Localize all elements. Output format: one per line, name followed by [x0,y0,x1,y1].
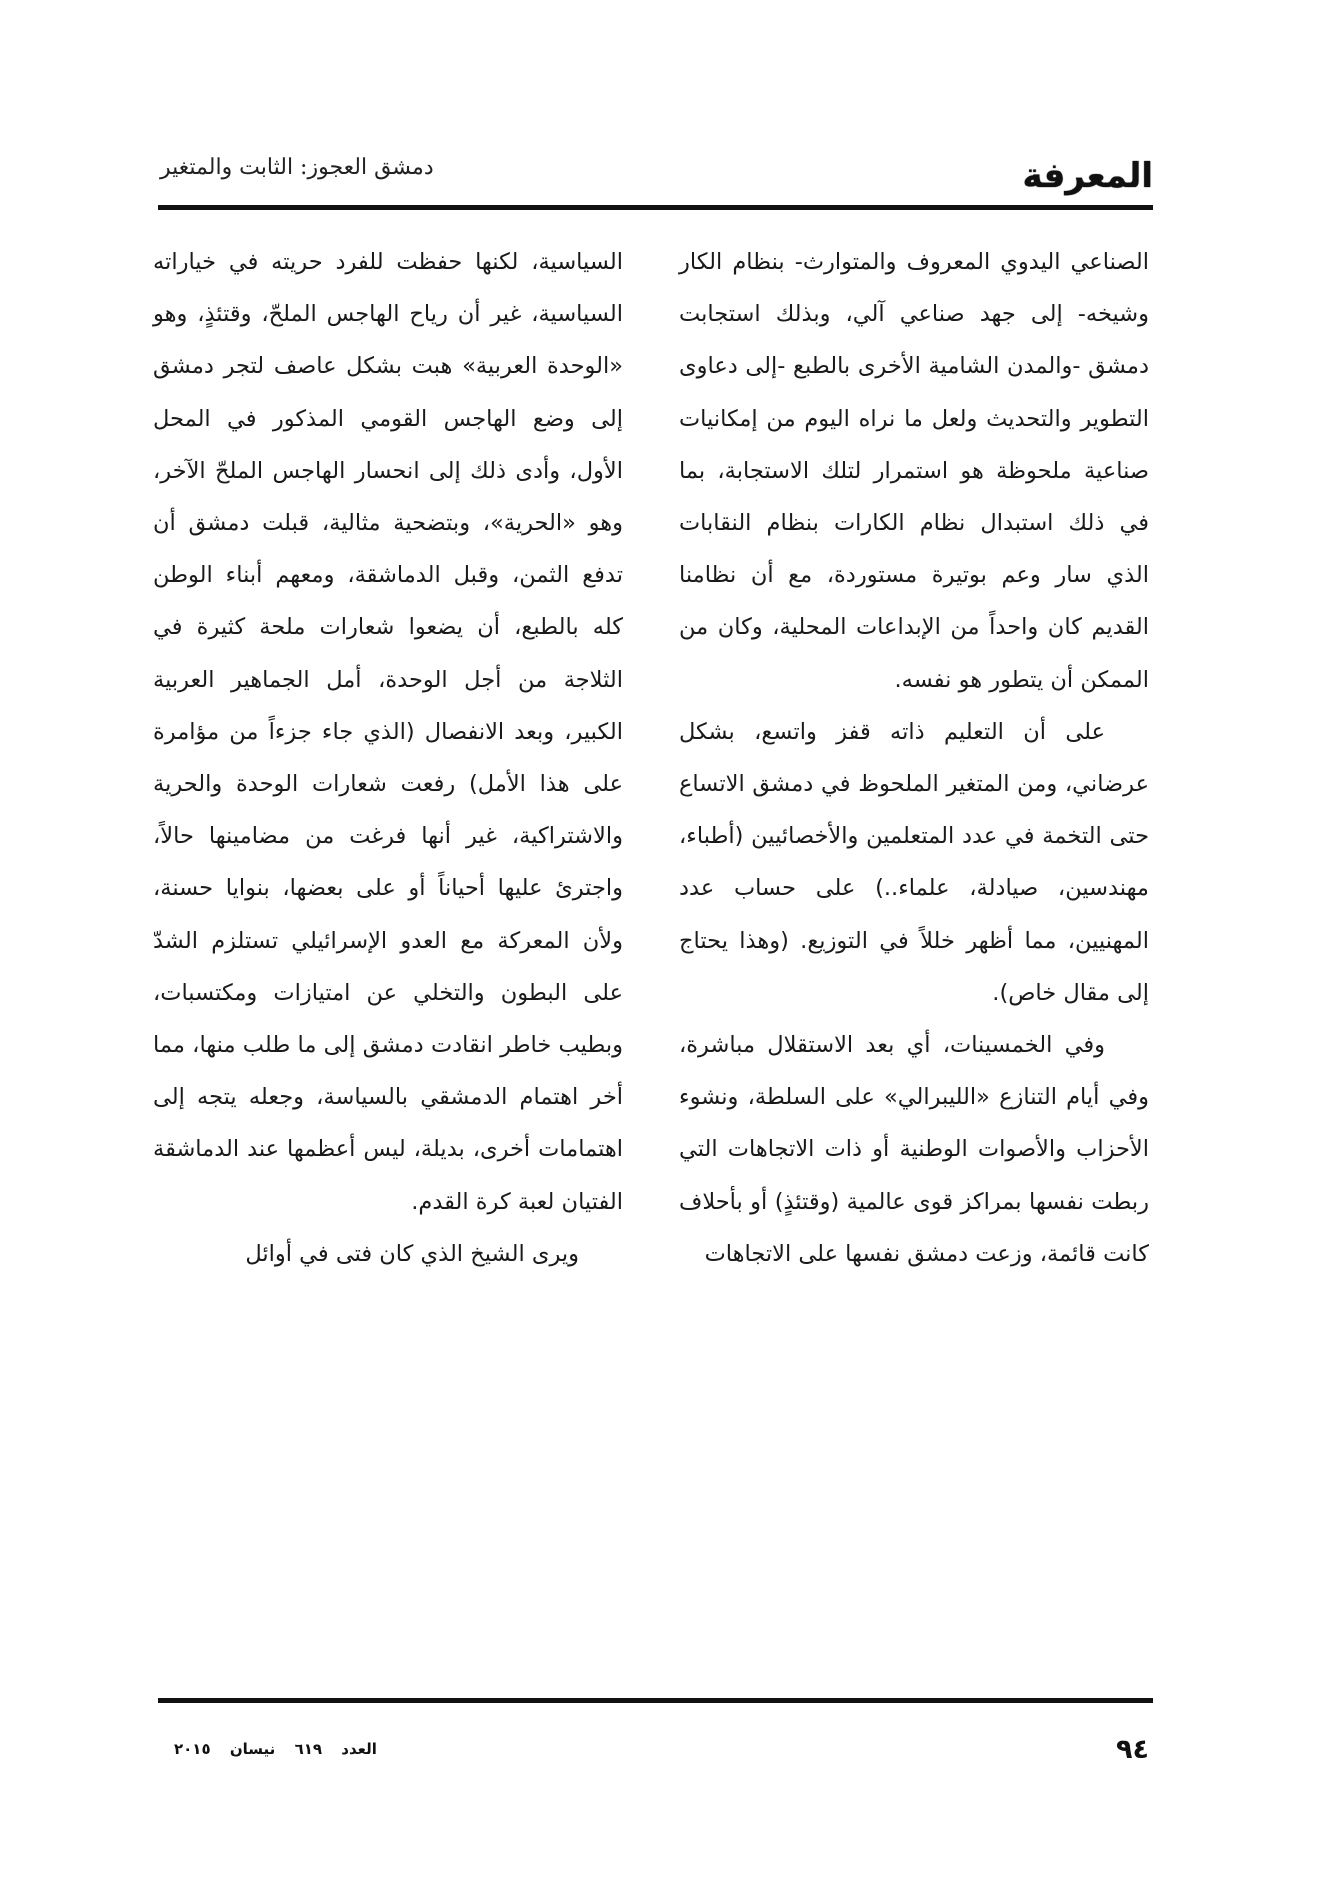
magazine-logo [995,156,1153,196]
issue-month: نيسان [229,1740,276,1758]
issue-year: ٢٠١٥ [174,1740,211,1758]
running-title: دمشق العجوز: الثابت والمتغير [160,155,434,180]
page-number: ٩٤ [1116,1734,1149,1765]
paragraph: السياسية، لكنها حفظت للفرد حريته في خياراته السياسية، غير أن رياح الهاجس الملحّ، وقتئذٍ، وهو «الوحدة العربية» هبت بشكل عاصف لتجر دمشق إلى وضع الهاجس القومي المذكور في المحل الأول، وأدى ذلك إلى انحسار الهاجس الملحّ الآخر، وهو «الحرية»، وبتضحية مثالية، قبلت دمشق أن تدفع الثمن، وقبل الدماشقة، ومعهم أبناء الوطن كله بالطبع، أن يضعوا شعارات ملحة كثيرة في الثلاجة من أجل الوحدة، أمل الجماهير العربية الكبير، وبعد الانفصال (الذي جاء جزءاً من مؤامرة على هذا الأمل) رفعت شعارات الوحدة والحرية والاشتراكية، غير أنها فرغت من مضامينها حالاً، واجترئ عليها أحياناً أو على بعضها، بنوايا حسنة، ولأن المعركة مع العدو الإسرائيلي تستلزم الشدّ على البطون والتخلي عن امتيازات ومكتسبات، وبطيب خاطر انقادت دمشق إلى ما طلب منها، مما أخر اهتمام الدمشقي بالسياسة، وجعله يتجه إلى اهتمامات أخرى، بديلة، ليس أعظمها عند الدماشقة الفتيان لعبة كرة القدم. [153,249,623,1215]
issue-number: ٦١٩ [294,1740,323,1758]
paragraph: على أن التعليم ذاته قفز واتسع، بشكل عرضاني، ومن المتغير الملحوظ في دمشق الاتساع حتى التخمة في عدد المتعلمين والأخصائيين (أطباء، مهندسين، صيادلة، علماء..) على حساب عدد المهنيين، مما أظهر خللاً في التوزيع. (وهذا يحتاج إلى مقال خاص). [679,718,1149,1006]
paragraph: ويرى الشيخ الذي كان فتى في أوائل [245,1240,579,1267]
issue-info [160,1740,377,1758]
header-divider [158,205,1153,210]
issue-label: العدد [341,1740,377,1758]
footer-divider [158,1698,1153,1703]
magazine-logo-text: المعرفة [1022,156,1153,196]
text-column-left [153,236,623,1280]
paragraph: وفي الخمسينات، أي بعد الاستقلال مباشرة، وفي أيام التنازع «الليبرالي» على السلطة، ونشوء الأحزاب والأصوات الوطنية أو ذات الاتجاهات التي ربطت نفسها بمراكز قوى عالمية (وقتئذٍ) أو بأحلاف كانت قائمة، وزعت دمشق نفسها على الاتجاهات [679,1032,1149,1267]
text-column-right [679,236,1149,1280]
paragraph: الصناعي اليدوي المعروف والمتوارث- بنظام الكار وشيخه- إلى جهد صناعي آلي، وبذلك استجابت دمشق -والمدن الشامية الأخرى بالطبع -إلى دعاوى التطوير والتحديث ولعل ما نراه اليوم من إمكانيات صناعية ملحوظة هو استمرار لتلك الاستجابة، بما في ذلك استبدال نظام الكارات بنظام النقابات الذي سار وعم بوتيرة مستوردة، مع أن نظامنا القديم كان واحداً من الإبداعات المحلية، وكان من الممكن أن يتطور هو نفسه. [679,249,1149,693]
